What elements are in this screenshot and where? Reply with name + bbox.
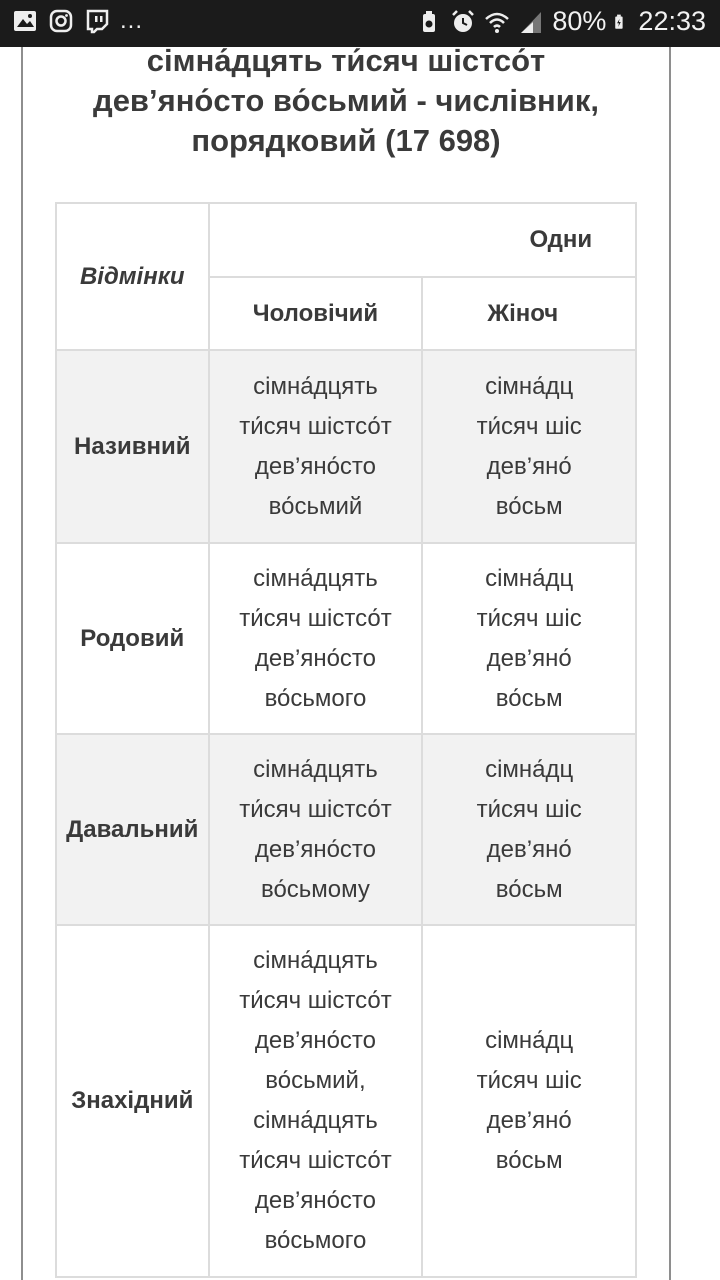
feminine-form: сімна́дц ти́сяч шіс дев’яно́ во́сьм — [422, 543, 636, 734]
case-label: Називний — [56, 350, 209, 543]
feminine-form: сімна́дц ти́сяч шіс дев’яно́ во́сьм — [422, 350, 636, 543]
clock-time: 22:33 — [638, 6, 706, 36]
status-bar — [0, 0, 720, 47]
masculine-form: сімна́дцять ти́сяч шістсо́т дев’яно́сто во́сьмий — [209, 350, 423, 543]
header-masculine: Чоловічий — [209, 277, 423, 350]
header-cases: Відмінки — [56, 203, 209, 350]
wifi-icon — [484, 9, 510, 35]
twitch-icon — [84, 8, 110, 34]
declension-table-scroll[interactable] — [55, 202, 637, 1280]
system-icons — [416, 6, 706, 37]
battery-percent: 80% — [552, 6, 607, 36]
case-label: Знахідний — [56, 925, 209, 1277]
header-feminine: Жіноч — [422, 277, 636, 350]
declension-table — [55, 202, 637, 1278]
battery-saver-icon — [416, 9, 442, 35]
feminine-form: сімна́дц ти́сяч шіс дев’яно́ во́сьм — [422, 925, 636, 1277]
page-title — [33, 47, 659, 161]
header-singular: Одни — [209, 203, 636, 277]
notification-icons — [12, 8, 143, 34]
alarm-icon — [450, 9, 476, 35]
title-line-1: сімна́дцять ти́сяч шістсо́т — [146, 47, 546, 78]
battery-charging-icon — [614, 9, 630, 35]
title-line-3: порядковий (17 698) — [191, 123, 501, 158]
title-line-2: дев’яно́сто во́сьмий - числівник, — [93, 83, 599, 118]
case-label: Давальний — [56, 734, 209, 925]
feminine-form: сімна́дц ти́сяч шіс дев’яно́ во́сьм — [422, 734, 636, 925]
page-content — [21, 47, 671, 1280]
masculine-form: сімна́дцять ти́сяч шістсо́т дев’яно́сто во́сьмого — [209, 543, 423, 734]
signal-icon — [518, 9, 544, 35]
table-row — [56, 543, 636, 734]
table-row — [56, 734, 636, 925]
masculine-form: сімна́дцять ти́сяч шістсо́т дев’яно́сто во́сьмий, сімна́дцять ти́сяч шістсо́т дев’яно́сто во́сьмого — [209, 925, 423, 1277]
instagram-icon — [48, 8, 74, 34]
masculine-form: сімна́дцять ти́сяч шістсо́т дев’яно́сто во́сьмому — [209, 734, 423, 925]
gallery-icon — [12, 8, 38, 34]
more-notifications: ... — [120, 7, 144, 34]
table-row — [56, 350, 636, 543]
case-label: Родовий — [56, 543, 209, 734]
table-row — [56, 925, 636, 1277]
